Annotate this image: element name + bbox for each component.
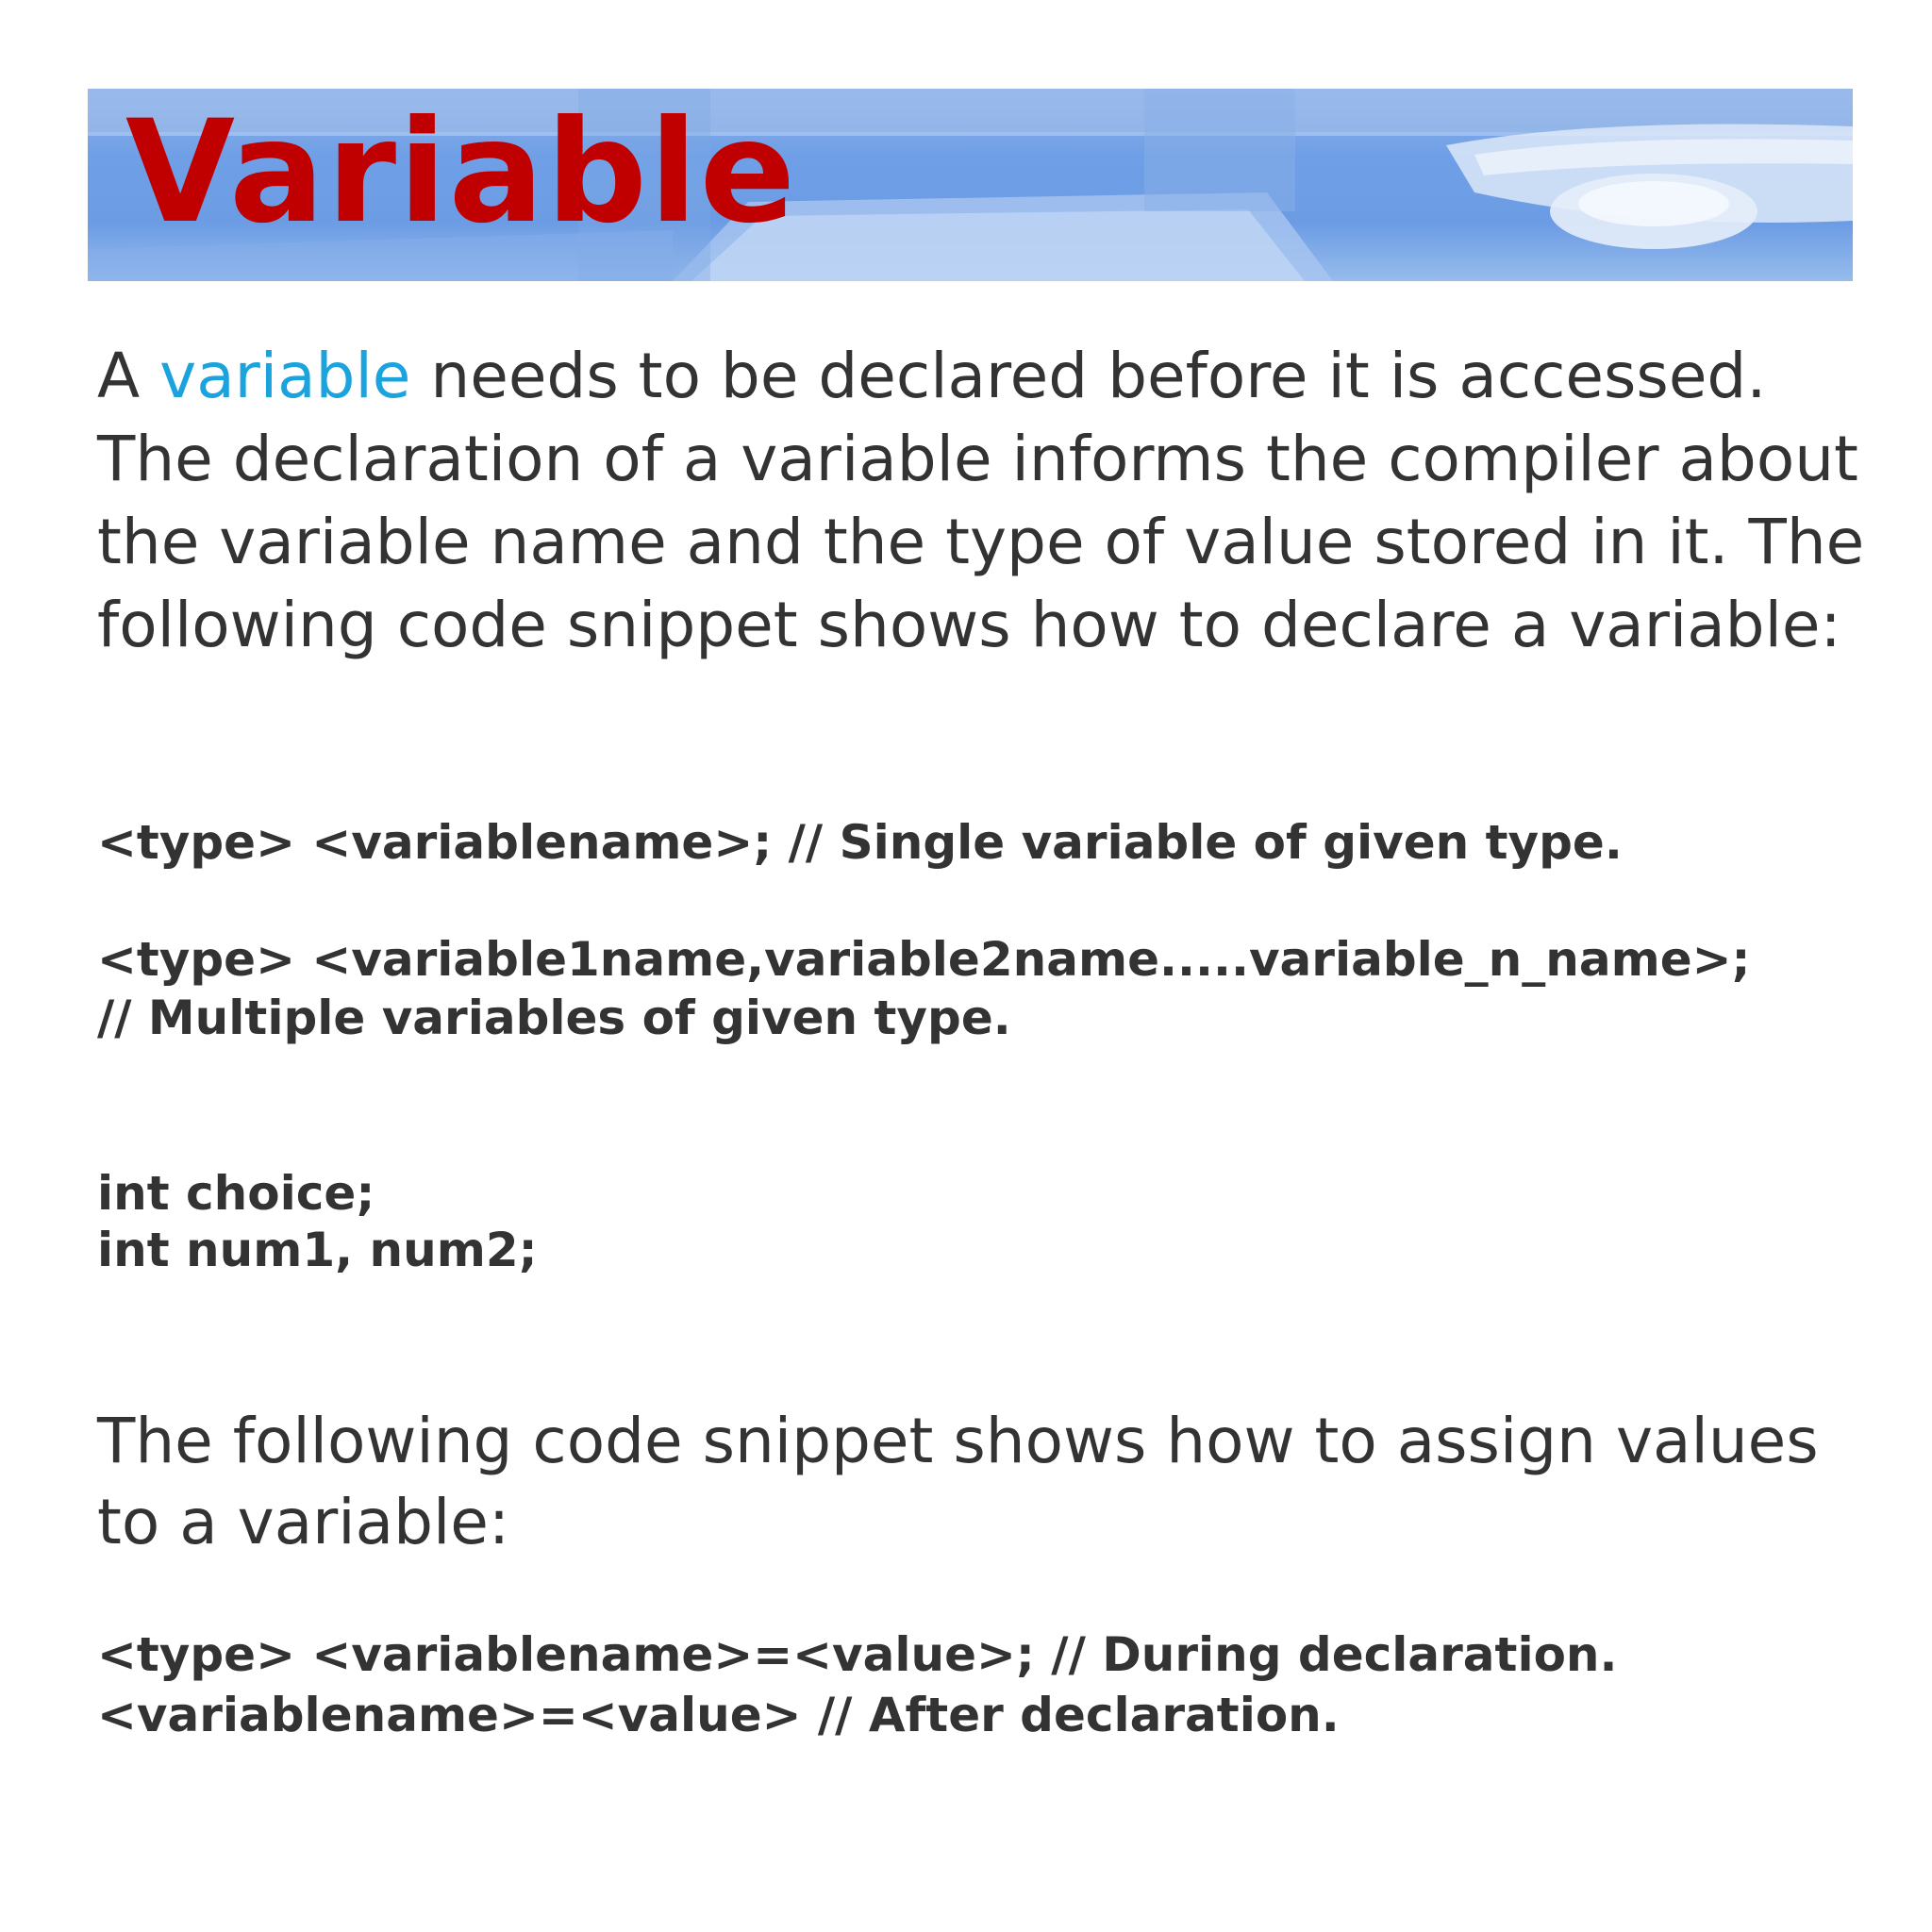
multiple-declaration-syntax: <type> <variable1name,variable2name.....variable_n_name>; (97, 932, 1751, 987)
assignment-intro-paragraph: The following code snippet shows how to assign values to a variable: (97, 1405, 1819, 1558)
single-declaration-syntax: <type> <variablename>; // Single variable of given type. (97, 815, 1623, 870)
assignment-after-declaration: <variablename>=<value> // After declaration. (97, 1688, 1340, 1742)
assignment-during-declaration: <type> <variablename>=<value>; // During declaration. (97, 1627, 1618, 1682)
keyword-highlight: variable (159, 340, 411, 412)
page-title: Variable (125, 91, 798, 255)
multiple-declaration-comment: // Multiple variables of given type. (97, 991, 1011, 1045)
declaration-example-line-1: int choice; (97, 1166, 375, 1221)
intro-paragraph (97, 335, 1871, 667)
intro-lead: A (97, 340, 160, 412)
declaration-example-line-2: int num1, num2; (97, 1223, 538, 1277)
intro-rest: needs to be declared before it is accessed. The declaration of a variable informs the compiler about the variable name and the type of value stored in it. The following code snippet shows how to declare a variable: (97, 340, 1865, 661)
header-banner (88, 89, 1853, 281)
